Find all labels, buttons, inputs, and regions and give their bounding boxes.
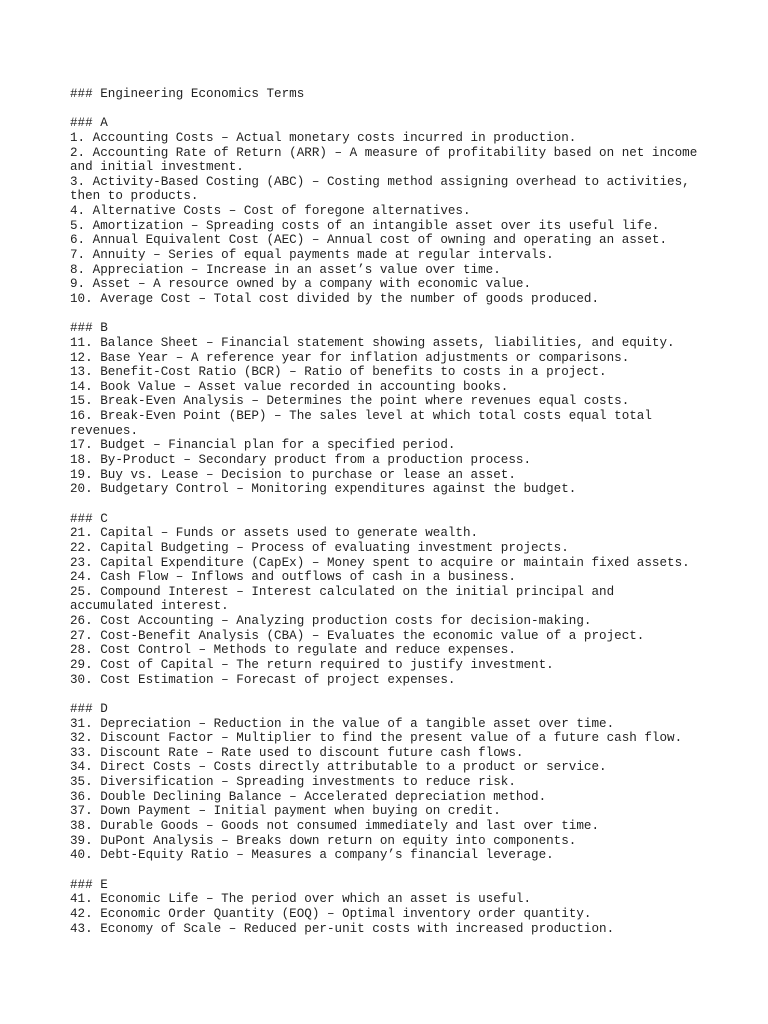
term-line: 21. Capital – Funds or assets used to generate wealth. [70, 526, 479, 541]
term-line: 4. Alternative Costs – Cost of foregone alternatives. [70, 204, 471, 219]
document-page [70, 87, 760, 936]
term-line: 11. Balance Sheet – Financial statement showing assets, liabilities, and equity. [70, 335, 675, 350]
term-line: 16. Break-Even Point (BEP) – The sales level at which total costs equal total [70, 409, 652, 424]
term-line: 38. Durable Goods – Goods not consumed immediately and last over time. [70, 819, 600, 834]
term-line: 2. Accounting Rate of Return (ARR) – A measure of profitability based on net income [70, 145, 698, 160]
section-heading: ### B [70, 321, 108, 336]
term-line: 7. Annuity – Series of equal payments made at regular intervals. [70, 248, 554, 263]
term-line: 10. Average Cost – Total cost divided by the number of goods produced. [70, 291, 600, 306]
section-heading: ### D [70, 701, 108, 716]
blank-line [70, 687, 760, 702]
term-line: 28. Cost Control – Methods to regulate and reduce expenses. [70, 643, 516, 658]
term-line: 17. Budget – Financial plan for a specified period. [70, 438, 456, 453]
term-line: 5. Amortization – Spreading costs of an intangible asset over its useful life. [70, 218, 660, 233]
section-heading: ### C [70, 511, 108, 526]
blank-line [70, 102, 760, 117]
term-line: 12. Base Year – A reference year for inflation adjustments or comparisons. [70, 350, 630, 365]
term-line: 42. Economic Order Quantity (EOQ) – Optimal inventory order quantity. [70, 906, 592, 921]
term-line: 23. Capital Expenditure (CapEx) – Money spent to acquire or maintain fixed assets. [70, 555, 690, 570]
term-line: 29. Cost of Capital – The return required to justify investment. [70, 657, 554, 672]
term-line: 6. Annual Equivalent Cost (AEC) – Annual cost of owning and operating an asset. [70, 233, 668, 248]
term-line: 34. Direct Costs – Costs directly attributable to a product or service. [70, 760, 607, 775]
term-line: 19. Buy vs. Lease – Decision to purchase or lease an asset. [70, 467, 516, 482]
section-b [70, 321, 760, 511]
term-line: 43. Economy of Scale – Reduced per-unit costs with increased production. [70, 921, 615, 936]
term-line: 41. Economic Life – The period over which an asset is useful. [70, 892, 532, 907]
term-line: 14. Book Value – Asset value recorded in accounting books. [70, 379, 509, 394]
section-e [70, 878, 760, 937]
term-line: 25. Compound Interest – Interest calculated on the initial principal and [70, 584, 615, 599]
section-heading: ### A [70, 116, 108, 131]
blank-line [70, 497, 760, 512]
term-line: 20. Budgetary Control – Monitoring expenditures against the budget. [70, 482, 577, 497]
document-title: ### Engineering Economics Terms [70, 87, 305, 101]
term-line: revenues. [70, 423, 139, 438]
term-line: 24. Cash Flow – Inflows and outflows of cash in a business. [70, 570, 516, 585]
term-line: accumulated interest. [70, 599, 229, 614]
term-line: 32. Discount Factor – Multiplier to find the present value of a future cash flow. [70, 731, 683, 746]
term-line: 1. Accounting Costs – Actual monetary costs incurred in production. [70, 130, 577, 145]
term-line: and initial investment. [70, 160, 244, 175]
term-line: 33. Discount Rate – Rate used to discount future cash flows. [70, 745, 524, 760]
section-a [70, 116, 760, 321]
term-line: 27. Cost-Benefit Analysis (CBA) – Evaluates the economic value of a project. [70, 628, 645, 643]
section-c [70, 512, 760, 702]
term-line: 8. Appreciation – Increase in an asset’s value over time. [70, 262, 501, 277]
section-d [70, 702, 760, 878]
term-line: 13. Benefit-Cost Ratio (BCR) – Ratio of benefits to costs in a project. [70, 365, 607, 380]
term-line: 18. By-Product – Secondary product from a production process. [70, 453, 532, 468]
term-line: 22. Capital Budgeting – Process of evaluating investment projects. [70, 540, 569, 555]
document-body [70, 116, 760, 936]
term-line: 31. Depreciation – Reduction in the value of a tangible asset over time. [70, 716, 615, 731]
term-line: 15. Break-Even Analysis – Determines the point where revenues equal costs. [70, 394, 630, 409]
term-line: 3. Activity-Based Costing (ABC) – Costing method assigning overhead to activities, [70, 174, 690, 189]
term-line: 39. DuPont Analysis – Breaks down return on equity into components. [70, 833, 577, 848]
term-line: then to products. [70, 189, 199, 204]
term-line: 40. Debt-Equity Ratio – Measures a company’s financial leverage. [70, 848, 554, 863]
term-line: 37. Down Payment – Initial payment when buying on credit. [70, 804, 501, 819]
term-line: 26. Cost Accounting – Analyzing production costs for decision-making. [70, 614, 592, 629]
term-line: 30. Cost Estimation – Forecast of project expenses. [70, 672, 456, 687]
section-heading: ### E [70, 877, 108, 892]
term-line: 36. Double Declining Balance – Accelerated depreciation method. [70, 789, 547, 804]
term-line: 9. Asset – A resource owned by a company with economic value. [70, 277, 532, 292]
term-line: 35. Diversification – Spreading investments to reduce risk. [70, 775, 516, 790]
blank-line [70, 863, 760, 878]
blank-line [70, 307, 760, 322]
